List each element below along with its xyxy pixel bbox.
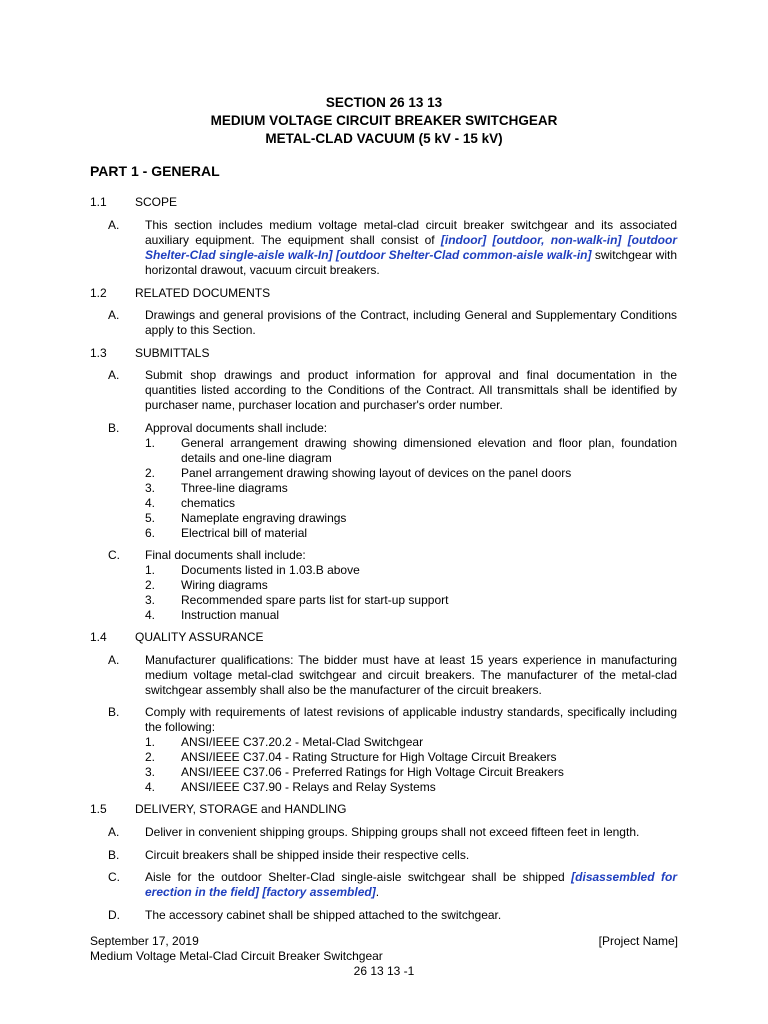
list-item: ANSI/IEEE C37.90 - Relays and Relay Systems [181,780,436,794]
list-item-number: 4. [145,780,156,794]
paragraph-text: Aisle for the outdoor Shelter-Clad single-aisle switchgear shall be shipped [145,870,572,884]
list-item-number: 1. [145,563,156,577]
document-title-line-2: METAL-CLAD VACUUM (5 kV - 15 kV) [265,131,503,146]
list-item-number: 3. [145,765,156,779]
article-title: DELIVERY, STORAGE and HANDLING [135,802,347,816]
list-item-number: 2. [145,750,156,764]
related-documents-paragraph: Drawings and general provisions of the Contract, including General and Supplementary Conditions apply to this Section. [145,308,677,337]
footer-page-number: 26 13 13 -1 [353,964,415,978]
paragraph-letter: A. [108,308,120,322]
list-item: ANSI/IEEE C37.06 - Preferred Ratings for High Voltage Circuit Breakers [181,765,564,779]
list-item-number: 3. [145,481,156,495]
article-number: 1.3 [90,346,107,360]
list-item-number: 4. [145,496,156,510]
article-title: SUBMITTALS [135,346,210,360]
list-item: Documents listed in 1.03.B above [181,563,360,577]
paragraph-letter: B. [108,848,120,862]
list-item: General arrangement drawing showing dimensioned elevation and floor plan, foundation details and one-line diagram [181,436,677,465]
list-item-number: 2. [145,466,156,480]
article-title: QUALITY ASSURANCE [135,630,264,644]
paragraph-letter: C. [108,548,120,562]
paragraph-letter: A. [108,368,120,382]
list-item-number: 6. [145,526,156,540]
list-item-number: 1. [145,436,156,450]
list-item: Nameplate engraving drawings [181,511,347,525]
document-title-line-1: MEDIUM VOLTAGE CIRCUIT BREAKER SWITCHGEAR [210,113,558,128]
accessory-cabinet-paragraph: The accessory cabinet shall be shipped attached to the switchgear. [145,908,502,922]
list-item: Recommended spare parts list for start-up support [181,593,449,607]
footer-date: September 17, 2019 [90,934,199,948]
part-heading: PART 1 - GENERAL [90,163,220,179]
industry-standards-paragraph: Comply with requirements of latest revisions of applicable industry standards, specifically including the following: [145,705,677,734]
approval-documents-paragraph: Approval documents shall include: [145,421,328,435]
article-number: 1.5 [90,802,107,816]
list-item: Panel arrangement drawing showing layout of devices on the panel doors [181,466,572,480]
list-item: chematics [181,496,236,510]
delivery-paragraph: Deliver in convenient shipping groups. Shipping groups shall not exceed fifteen feet in length. [145,825,640,839]
paragraph-letter: A. [108,218,120,232]
manufacturer-qualifications-paragraph: Manufacturer qualifications: The bidder must have at least 15 years experience in manufacturing medium voltage metal-clad switchgear and circuit breakers. The manufacturer of the metal-clad switchgear assembly shall also be the manufacturer of the circuit breakers. [145,653,677,697]
footer-project-name: [Project Name] [598,934,678,948]
paragraph-letter: A. [108,653,120,667]
paragraph-text: This section includes medium voltage metal-clad circuit breaker switchgear and its associated auxiliary equipment. The equipment shall consist of [145,218,677,247]
circuit-breaker-shipping-paragraph: Circuit breakers shall be shipped inside their respective cells. [145,848,470,862]
list-item-number: 2. [145,578,156,592]
footer-document-title: Medium Voltage Metal-Clad Circuit Breaker Switchgear [90,949,383,963]
final-documents-paragraph: Final documents shall include: [145,548,306,562]
list-item: Wiring diagrams [181,578,268,592]
list-item-number: 1. [145,735,156,749]
paragraph-letter: D. [108,908,120,922]
paragraph-letter: A. [108,825,120,839]
paragraph-text: switchgear with horizontal drawout, vacuum circuit breakers. [145,248,677,277]
option-text: [disassembled for erection in the field] [factory assembled] [145,870,677,899]
article-title: RELATED DOCUMENTS [135,286,271,300]
article-number: 1.1 [90,195,107,209]
list-item: ANSI/IEEE C37.20.2 - Metal-Clad Switchgear [181,735,424,749]
scope-paragraph [145,218,677,278]
paragraph-letter: B. [108,705,120,719]
paragraph-letter: B. [108,421,120,435]
paragraph-letter: C. [108,870,120,884]
paragraph-text: . [375,885,380,899]
list-item: ANSI/IEEE C37.04 - Rating Structure for High Voltage Circuit Breakers [181,750,557,764]
list-item: Instruction manual [181,608,280,622]
list-item: Electrical bill of material [181,526,308,540]
list-item-number: 5. [145,511,156,525]
list-item-number: 4. [145,608,156,622]
article-number: 1.4 [90,630,107,644]
list-item-number: 3. [145,593,156,607]
article-number: 1.2 [90,286,107,300]
submittals-paragraph: Submit shop drawings and product information for approval and final documentation in the quantities listed according to the Conditions of the Contract. All transmittals shall be identified by purchaser name, purchaser location and purchaser's order number. [145,368,677,412]
list-item: Three-line diagrams [181,481,288,495]
article-title: SCOPE [135,195,178,209]
aisle-shipping-paragraph [145,870,677,900]
section-number-heading: SECTION 26 13 13 [325,95,443,110]
option-text: [indoor] [outdoor, non-walk-in] [outdoor Shelter-Clad single-aisle walk-In] [outdoor Shelter-Clad common-aisle walk-in] [145,233,677,262]
